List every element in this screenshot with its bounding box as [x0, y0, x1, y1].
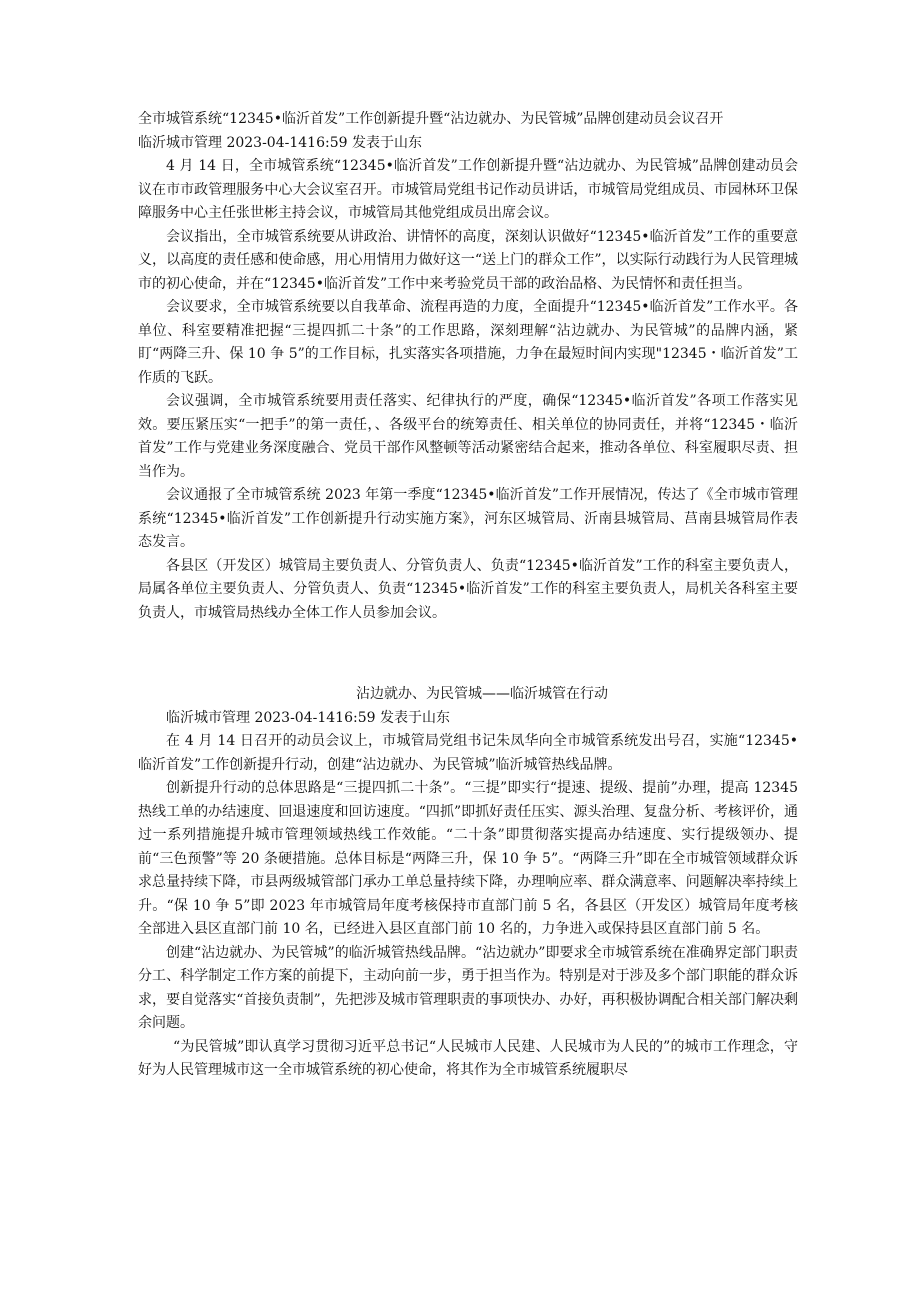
article-2-paragraph: 在 4 月 14 日召开的动员会议上，市城管局党组书记朱凤华向全市城管系统发出号召，实施“12345•临沂首发”工作创新提升行动，创建“沾边就办、为民管城”临沂城管热线品牌。	[138, 733, 798, 773]
article-2-paragraph: 创建“沾边就办、为民管城”的临沂城管热线品牌。“沾边就办”即要求全市城管系统在准确界定部门职责分工、科学制定工作方案的前提下，主动向前一步，勇于担当作为。特别是对于涉及多个部门职能的群众诉求，要自觉落实“首接负责制”，先把涉及城市管理职责的事项快办、办好，再积极协调配合相关部门解决剩余问题。	[138, 944, 798, 1031]
article-1-paragraph: 各县区（开发区）城管局主要负责人、分管负责人、负责“12345•临沂首发”工作的科室主要负责人，局属各单位主要负责人、分管负责人、负责“12345•临沂首发”工作的科室主要负责人，局机关各科室主要负责人，市城管局热线办全体工作人员参加会议。	[138, 557, 798, 621]
article-2-byline: 临沂城市管理 2023-04-1416:59 发表于山东	[166, 709, 450, 726]
document-body	[138, 108, 798, 1083]
article-1-paragraph: 会议通报了全市城管系统 2023 年第一季度“12345•临沂首发”工作开展情况，传达了《全市城市管理系统“12345•临沂首发”工作创新提升行动实施方案》，河东区城管局、沂南县城管局、莒南县城管局作表态发言。	[138, 487, 798, 550]
article-1-paragraph: 会议指出，全市城管系统要从讲政治、讲情怀的高度，深刻认识做好“12345•临沂首发”工作的重要意义，以高度的责任感和使命感，用心用情用力做好这一“送上门的群众工作”，以实际行动践行为人民管理城市的初心使命，并在“12345•临沂首发”工作中来考验党员干部的政治品格、为民情怀和责任担当。	[138, 228, 798, 292]
article-2-title: 沾边就办、为民管城——临沂城管在行动	[356, 686, 608, 702]
article-2-paragraph: “为民管城”即认真学习贯彻习近平总书记“人民城市人民建、人民城市为人民的”的城市工作理念，守好为人民管理城市这一全市城管系统的初心使命，将其作为全市城管系统履职尽	[138, 1038, 798, 1078]
article-1-paragraph: 4 月 14 日，全市城管系统“12345•临沂首发”工作创新提升暨“沾边就办、为民管城”品牌创建动员会议在市市政管理服务中心大会议室召开。市城管局党组书记作动员讲话，市城管局党组成员、市园林环卫保障服务中心主任张世彬主持会议，市城管局其他党组成员出席会议。	[138, 158, 798, 221]
article-1-paragraph: 会议强调，全市城管系统要用责任落实、纪律执行的严度，确保“12345•临沂首发”各项工作落实见效。要压紧压实“一把手”的第一责任，、各级平台的统筹责任、相关单位的协同责任，并将“12345・临沂首发”工作与党建业务深度融合、党员干部作风整顿等活动紧密结合起来，推动各单位、科室履职尽责、担当作为。	[138, 393, 798, 480]
article-2-paragraph: 创新提升行动的总体思路是“三提四抓二十条”。“三提”即实行“提速、提级、提前”办理，提高 12345 热线工单的办结速度、回退速度和回访速度。“四抓”即抓好责任压实、源头治理、复盘分析、考核评价，通过一系列措施提升城市管理领域热线工作效能。“二十条”即贯彻落实提高办结速度、实行提级领办、提前“三色预警”等 20 条硬措施。总体目标是“两降三升，保 10 争 5”。“两降三升”即在全市城管领域群众诉求总量持续下降，市县两级城管部门承办工单总量持续下降，办理响应率、群众满意率、问题解决率持续上升。“保 10 争 5”即 2023 年市城管局年度考核保持市直部门前 5 名，各县区（开发区）城管局年度考核全部进入县区直部门前 10 名，已经进入县区直部门前 10 名的，力争进入或保持县区直部门前 5 名。	[138, 780, 798, 937]
article-1-paragraph: 会议要求，全市城管系统要以自我革命、流程再造的力度，全面提升“12345•临沂首发”工作水平。各单位、科室要精准把握“三提四抓二十条”的工作思路，深刻理解“沾边就办、为民管城”的品牌内涵，紧盯“两降三升、保 10 争 5”的工作目标，扎实落实各项措施，力争在最短时间内实现"12345・临沂首发”工作质的飞跃。	[138, 299, 798, 386]
article-1-byline: 临沂城市管理 2023-04-1416:59 发表于山东	[138, 134, 422, 151]
article-1-title: 全市城管系统“12345•临沂首发”工作创新提升暨“沾边就办、为民管城”品牌创建动员会议召开	[138, 111, 724, 127]
section-spacer	[138, 625, 798, 683]
